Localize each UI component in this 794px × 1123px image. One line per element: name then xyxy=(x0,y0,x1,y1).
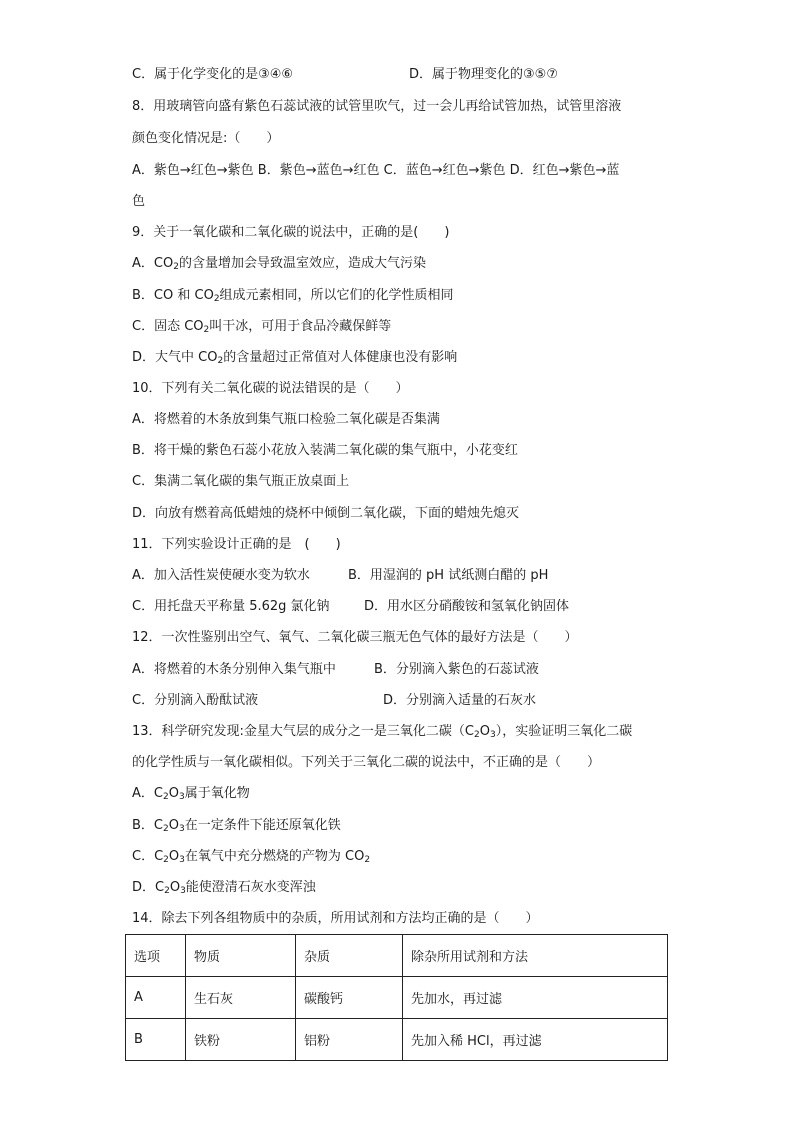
table-row xyxy=(126,1019,668,1061)
q8-stem-line2: 颜色变化情况是:（ ） xyxy=(132,131,280,146)
table-header-row xyxy=(126,935,668,977)
q11-option-c: C．用托盘天平称量 5.62g 氯化钠 xyxy=(132,599,330,614)
table-cell: B xyxy=(126,1019,186,1061)
q10-option-b: B．将干燥的紫色石蕊小花放入装满二氧化碳的集气瓶中，小花变红 xyxy=(132,443,518,458)
q12-option-b: B．分别滴入紫色的石蕊试液 xyxy=(374,662,539,677)
table-row xyxy=(126,977,668,1019)
q11-option-d: D．用水区分硝酸铵和氢氧化钠固体 xyxy=(364,599,570,614)
q13-option-c: C．$C_2O_3$在氧气中充分燃烧的产物为 $CO_2$ xyxy=(132,849,371,865)
q13-option-b: B．$C_2O_3$在一定条件下能还原氧化铁 xyxy=(132,818,341,834)
q13-option-a: A．$C_2O_3$属于氧化物 xyxy=(132,786,250,802)
table-header-cell: 杂质 xyxy=(296,935,403,977)
q14-table xyxy=(125,934,668,1061)
table-header-cell: 选项 xyxy=(126,935,186,977)
q10-option-c: C．集满二氧化碳的集气瓶正放桌面上 xyxy=(132,474,350,489)
q9-option-b: B．CO 和 $CO_2$组成元素相同，所以它们的化学性质相同 xyxy=(132,288,454,304)
q11-option-b: B．用湿润的 pH 试纸测白醋的 pH xyxy=(348,568,549,583)
q9-option-d: D．大气中 $CO_2$的含量超过正常值对人体健康也没有影响 xyxy=(132,350,458,366)
table-cell: 碳酸钙 xyxy=(296,977,403,1019)
q7-option-d: D．属于物理变化的③⑤⑦ xyxy=(409,67,558,82)
q9-option-a: A．$CO_2$的含量增加会导致温室效应，造成大气污染 xyxy=(132,256,426,272)
q13-stem-line1: 13．科学研究发现:金星大气层的成分之一是三氧化二碳$(C_2O_3)$，实验证明三氧化二碳 xyxy=(132,724,633,740)
q10-option-d: D．向放有燃着高低蜡烛的烧杯中倾倒二氧化碳，下面的蜡烛先熄灭 xyxy=(132,506,520,521)
q7-option-c: C．属于化学变化的是③④⑥ xyxy=(132,67,294,82)
q13-option-d: D．$C_2O_3$能使澄清石灰水变浑浊 xyxy=(132,880,316,896)
table-header-cell: 除杂所用试剂和方法 xyxy=(403,935,668,977)
q12-option-c: C．分别滴入酚酞试液 xyxy=(132,693,259,708)
q13-stem-line2: 的化学性质与一氧化碳相似。下列关于三氧化二碳的说法中，不正确的是（ ） xyxy=(132,755,601,770)
table-cell: 铝粉 xyxy=(296,1019,403,1061)
q9-option-c: C．固态 $CO_2$叫干冰，可用于食品冷藏保鲜等 xyxy=(132,319,392,335)
q8-stem-line1: 8．用玻璃管向盛有紫色石蕊试液的试管里吹气，过一会儿再给试管加热，试管里溶液 xyxy=(132,99,622,114)
q11-stem: 11．下列实验设计正确的是 ( ) xyxy=(132,537,341,552)
q12-stem: 12．一次性鉴别出空气、氧气、二氧化碳三瓶无色气体的最好方法是（ ） xyxy=(132,630,578,645)
q14-stem: 14．除去下列各组物质中的杂质，所用试剂和方法均正确的是（ ） xyxy=(132,911,539,926)
q12-option-d: D．分别滴入适量的石灰水 xyxy=(383,693,537,708)
table-cell: A xyxy=(126,977,186,1019)
q8-options-line2: 色 xyxy=(132,194,146,209)
table-cell: 生石灰 xyxy=(186,977,296,1019)
table-cell: 先加入稀 HCl，再过滤 xyxy=(403,1019,668,1061)
q9-stem: 9．关于一氧化碳和二氧化碳的说法中，正确的是( ) xyxy=(132,225,450,240)
table-cell: 先加水，再过滤 xyxy=(403,977,668,1019)
table-cell: 铁粉 xyxy=(186,1019,296,1061)
q11-option-a: A．加入活性炭使硬水变为软水 xyxy=(132,568,310,583)
q10-stem: 10．下列有关二氧化碳的说法错误的是（ ） xyxy=(132,381,409,396)
table-header-cell: 物质 xyxy=(186,935,296,977)
q12-option-a: A．将燃着的木条分别伸入集气瓶中 xyxy=(132,662,336,677)
q8-options-line1: A．紫色→红色→紫色 B．紫色→蓝色→红色 C．蓝色→红色→紫色 D．红色→紫色→蓝 xyxy=(132,163,620,178)
q10-option-a: A．将燃着的木条放到集气瓶口检验二氧化碳是否集满 xyxy=(132,412,440,427)
